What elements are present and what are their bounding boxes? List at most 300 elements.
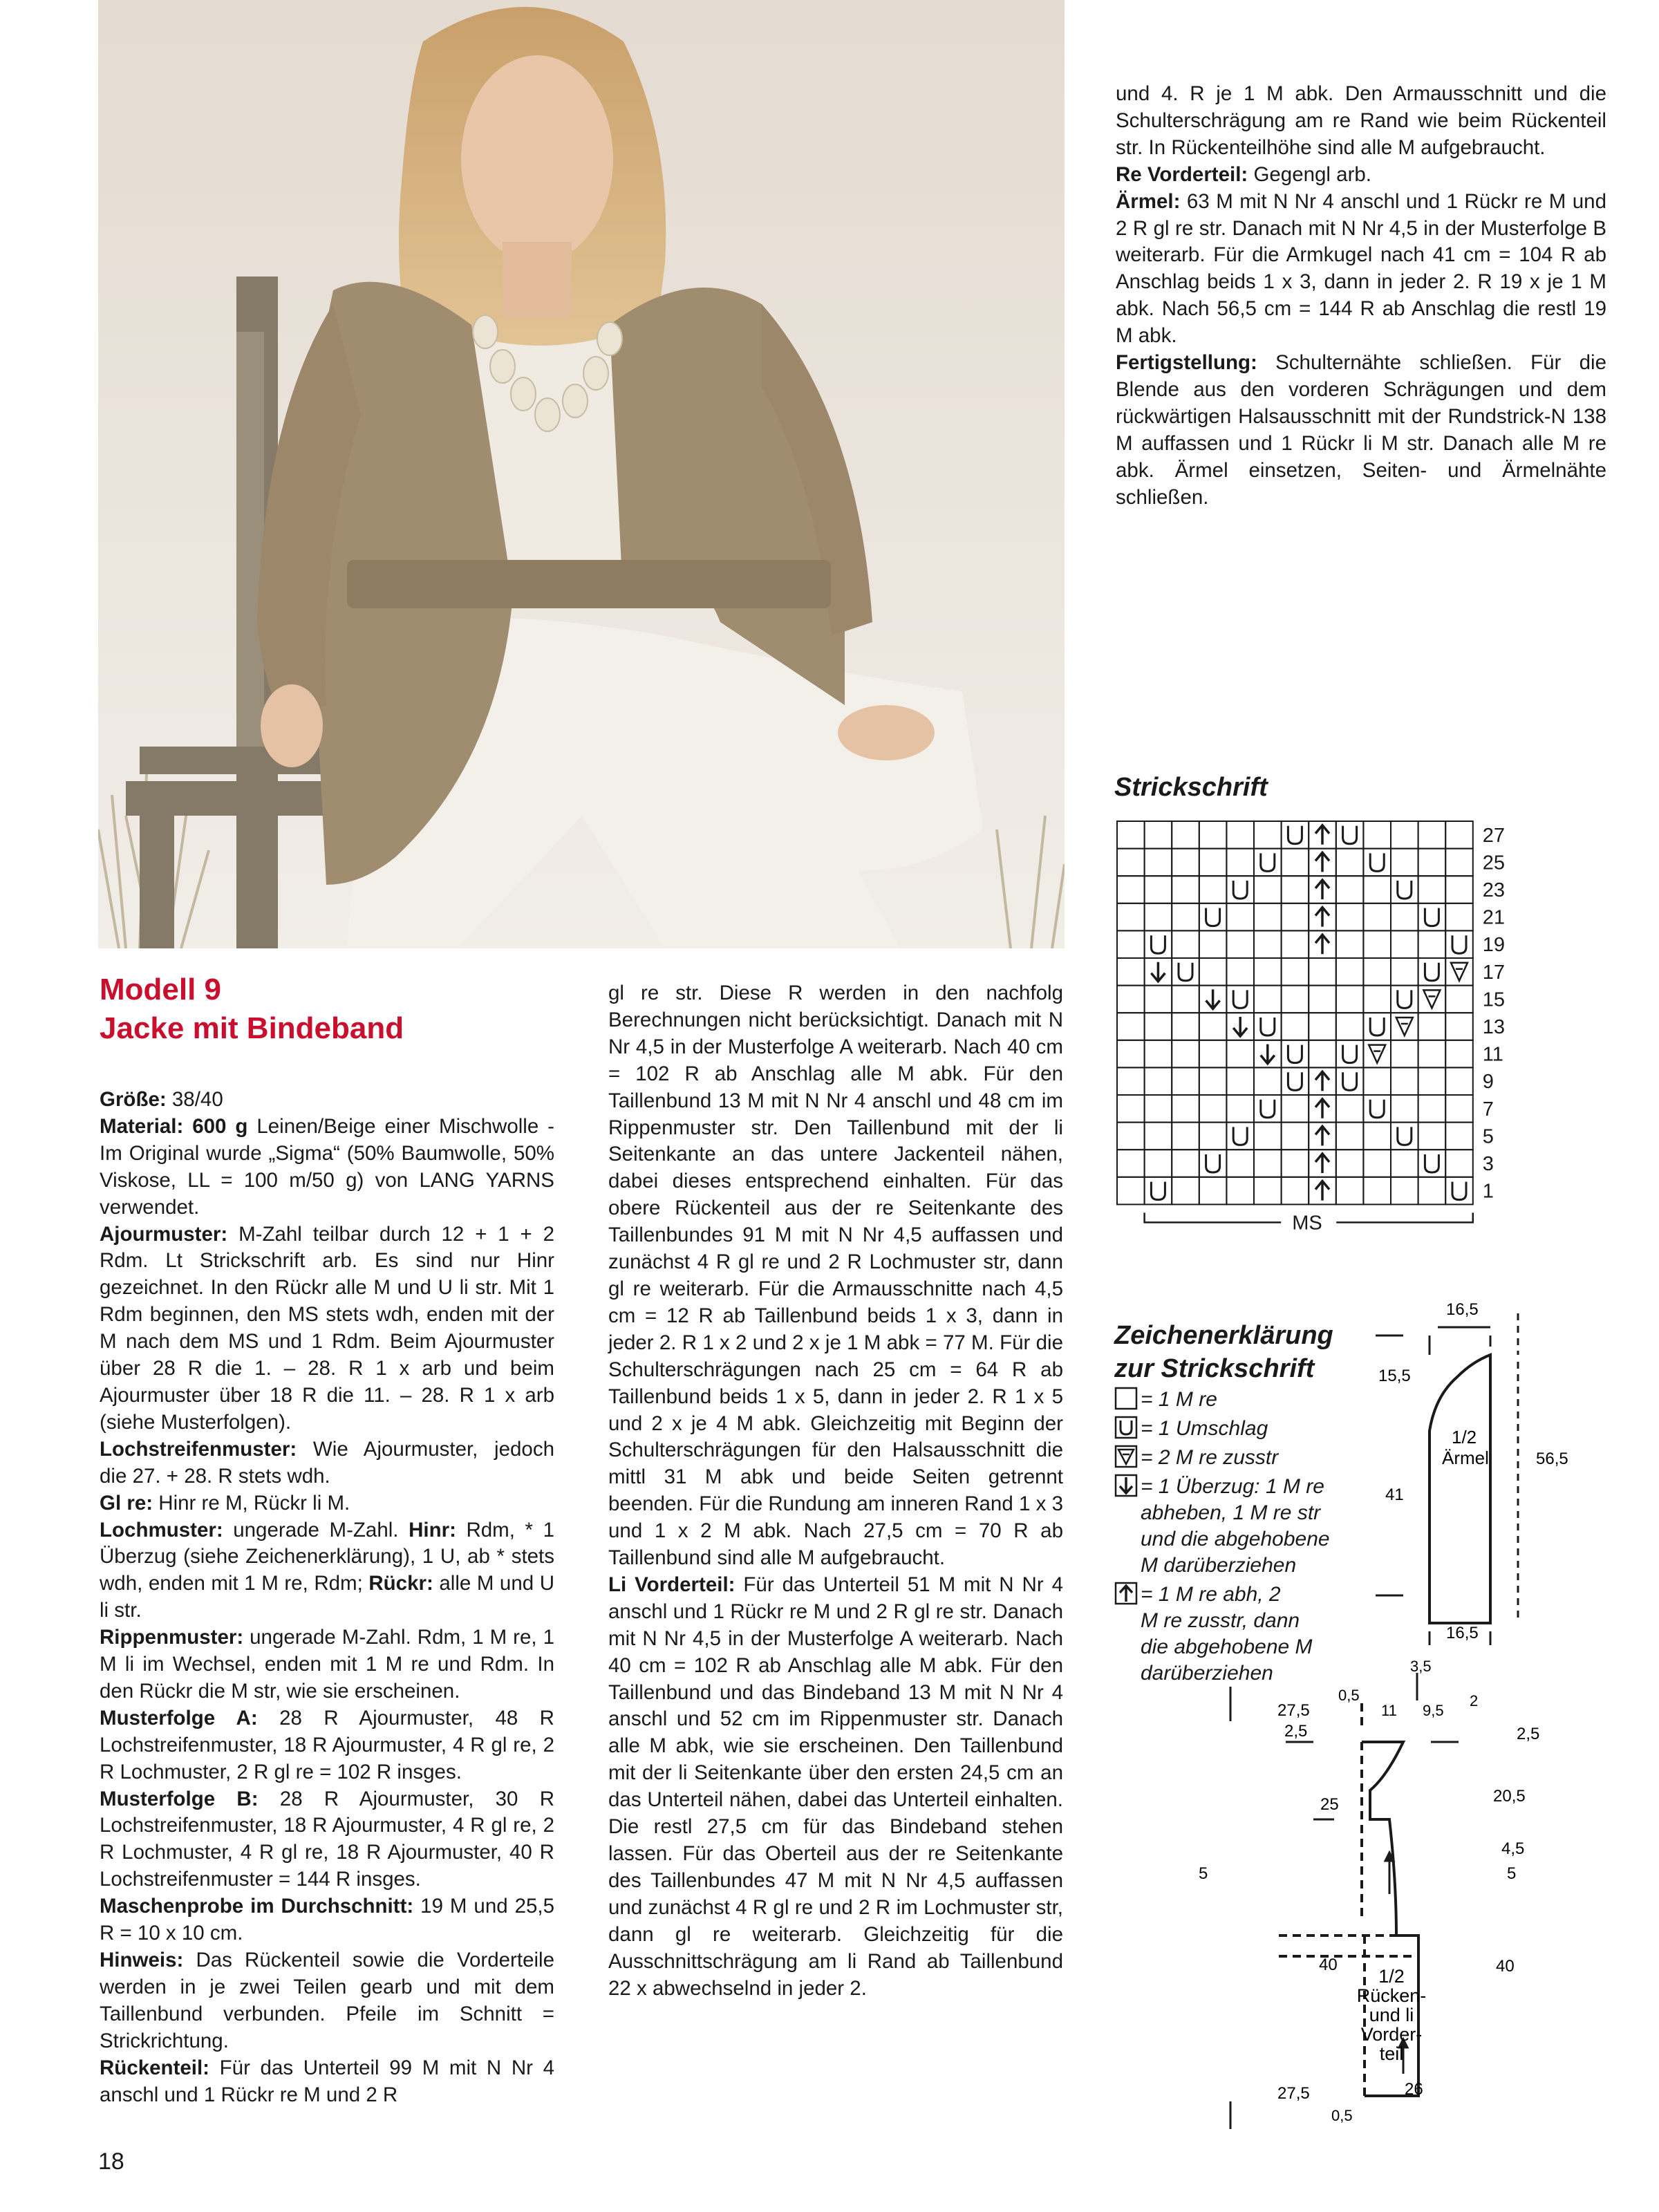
legend-line (1114, 1474, 1405, 1500)
chart-cell (1309, 986, 1336, 1013)
yarn-over-icon (1288, 1045, 1302, 1063)
chart-cell (1226, 1150, 1254, 1177)
body-label-left-25a: 2,5 (1284, 1722, 1308, 1741)
paragraph (608, 1572, 1063, 2003)
body-label-left-25: 25 (1320, 1795, 1339, 1814)
text-run: und 4. R je 1 M abk. Den Armausschnitt und die Schulterschrägung am re Rand wie beim Rückenteil str. In Rückenteilhöhe sind alle M aufgebraucht. (1116, 82, 1606, 159)
chart-cell (1445, 1013, 1473, 1040)
chart-cell (1199, 958, 1227, 986)
chart-cell (1363, 986, 1391, 1013)
model-title (100, 971, 404, 1048)
bold-term: Ajourmuster: (100, 1222, 228, 1246)
legend-items (1114, 1387, 1405, 1687)
legend-line (1114, 1582, 1405, 1608)
yarn-over-icon (1261, 1018, 1275, 1035)
yarn-over-icon (1151, 1182, 1165, 1200)
yarn-over-icon (1206, 1154, 1220, 1172)
chart-cell (1254, 1177, 1282, 1205)
chart-cell (1363, 1067, 1391, 1095)
chart-cell (1418, 876, 1446, 903)
chart-cell (1336, 876, 1364, 903)
sleeve-label-cap: 15,5 (1378, 1367, 1411, 1385)
bold-term: Fertigstellung: (1116, 351, 1257, 375)
chart-cell (1145, 986, 1172, 1013)
text-run: Hinr re M, Rückr li M. (153, 1491, 350, 1515)
legend-line (1114, 1608, 1405, 1634)
yarn-over-icon (1425, 963, 1438, 981)
chart-cell (1336, 849, 1364, 877)
skpo-icon (1151, 962, 1165, 982)
chart-cell (1363, 1123, 1391, 1150)
chart-cell (1391, 958, 1418, 986)
chart-cell (1363, 821, 1391, 849)
chart-cell (1282, 930, 1309, 958)
model-title-line2: Jacke mit Bindeband (100, 1011, 404, 1045)
chart-row-number: 25 (1482, 852, 1506, 874)
chart-row-number: 5 (1482, 1125, 1494, 1148)
chart-cell (1445, 849, 1473, 877)
knit-square-icon (1114, 1387, 1138, 1410)
chart-cell (1336, 1095, 1364, 1123)
chart-row-number: 1 (1482, 1180, 1494, 1203)
sleeve-label-left: 41 (1385, 1485, 1404, 1504)
chart-cell (1391, 821, 1418, 849)
body-label-right-40: 40 (1496, 1957, 1515, 1976)
body-piece-label-line: 1/2 (1378, 1966, 1405, 1987)
chart-cell (1445, 1123, 1473, 1150)
body-piece-label-line: teil (1379, 2043, 1404, 2064)
chart-cell (1226, 1177, 1254, 1205)
bold-term: Lochmuster: (100, 1518, 223, 1541)
paragraph (100, 1705, 554, 1786)
yarn-over-icon (1151, 935, 1165, 953)
chart-row-number: 17 (1482, 961, 1506, 984)
legend-text: = 1 Überzug: 1 M re (1141, 1475, 1324, 1498)
bold-term: Re Vorderteil: (1116, 162, 1248, 186)
yarn-over-icon (1398, 1127, 1412, 1145)
body-label-top-c: 11 (1381, 1702, 1397, 1719)
yarn-over-icon (1343, 1072, 1357, 1090)
legend-text: abheben, 1 M re str (1141, 1501, 1321, 1524)
chart-cell (1199, 1040, 1227, 1068)
chart-cell (1226, 821, 1254, 849)
symbol-legend (1114, 1319, 1405, 1687)
yarn-over-icon (1452, 935, 1466, 953)
double-decrease-icon (1315, 1154, 1329, 1173)
body-piece-label-line: Vorder- (1360, 2024, 1423, 2045)
chart-cell (1336, 958, 1364, 986)
page-number: 18 (98, 2148, 124, 2175)
bold-term: Rückr: (368, 1572, 433, 1595)
knitting-chart (1109, 816, 1524, 1244)
bold-term: Größe: (100, 1088, 167, 1111)
chart-cell (1336, 903, 1364, 931)
chart-cell (1445, 1067, 1473, 1095)
chart-cell (1418, 1040, 1446, 1068)
chart-cell (1254, 903, 1282, 931)
text-run: 28 R Ajourmuster, 30 R Lochstreifenmuster, 18 R Ajourmuster, 4 R gl re, 2 R Lochmuster, 4 R gl re, 18 R Ajourmuster, 40 R Lochstreifenmuster = 144 R insges. (100, 1787, 555, 1891)
skpo-icon (1206, 989, 1220, 1009)
text-run: Für das Unterteil 99 M mit N Nr 4 anschl und 1 Rückr re M und 2 R (100, 2056, 554, 2106)
chart-cell (1145, 1067, 1172, 1095)
body-piece-label (1357, 1966, 1427, 2064)
legend-text: = 1 M re (1141, 1388, 1217, 1411)
chart-cell (1117, 849, 1145, 877)
body-label-right-5: 5 (1507, 1864, 1517, 1883)
k2tog-icon (1396, 1018, 1413, 1035)
chart-cell (1445, 1040, 1473, 1068)
legend-line (1114, 1387, 1405, 1413)
yarn-over-icon (1370, 1018, 1384, 1035)
chart-cell (1309, 1040, 1336, 1068)
chart-cell (1363, 1177, 1391, 1205)
chart-cell (1391, 1067, 1418, 1095)
chart-cell (1226, 1067, 1254, 1095)
yarn-over-icon (1288, 826, 1302, 844)
chart-cell (1254, 930, 1282, 958)
chart-cell (1172, 1150, 1199, 1177)
sleeve-label-right: 56,5 (1536, 1450, 1568, 1468)
double-decrease-icon (1315, 880, 1329, 899)
body-piece-label-line: Rücken- (1356, 1985, 1427, 2006)
bold-term: Gl re: (100, 1491, 153, 1515)
chart-cell (1254, 1123, 1282, 1150)
chart-row-number: 7 (1482, 1098, 1494, 1121)
yarn-over-icon (1261, 853, 1275, 871)
yarn-over-icon (1233, 990, 1247, 1008)
sleeve-label-top: 16,5 (1446, 1300, 1479, 1319)
paragraph (100, 2055, 554, 2109)
chart-cell (1418, 849, 1446, 877)
chart-cell (1117, 1040, 1145, 1068)
chart-cell (1145, 1013, 1172, 1040)
legend-text: und die abgehobene (1141, 1528, 1330, 1550)
chart-cell (1145, 849, 1172, 877)
instruction-column-left (100, 1087, 554, 2108)
chart-cell (1445, 986, 1473, 1013)
text-run: 28 R Ajourmuster, 48 R Lochstreifenmuster, 18 R Ajourmuster, 4 R gl re, 2 R Lochmuster, 2 R gl re = 102 R insges. (100, 1706, 554, 1783)
bold-term: Rückenteil: (100, 2056, 210, 2079)
legend-text: = 2 M re zusstr (1141, 1446, 1279, 1469)
chart-cell (1445, 1095, 1473, 1123)
double-decrease-icon (1315, 852, 1329, 872)
legend-text: die abgehobene M (1141, 1635, 1313, 1658)
chart-cell (1172, 1067, 1199, 1095)
double-decrease-icon (1315, 1071, 1329, 1091)
chart-cell (1418, 1095, 1446, 1123)
skpo-icon (1233, 1017, 1247, 1036)
chart-cell (1391, 903, 1418, 931)
sleeve-piece-line1: 1/2 (1452, 1427, 1477, 1447)
chart-cell (1226, 849, 1254, 877)
text-run: gl re str. Diese R werden in den nachfolg Berechnungen nicht berücksichtigt. Danach mit N Nr 4,5 in der Musterfolge A weiterarb. Nach 40 cm = 102 R ab Anschlag alle M abk. Für den Taillenbund 13 M mit N Nr 4 anschl und 48 cm im Rippenmuster str. Den Taillenbund mit der li Seitenkante an das untere Jackenteil nähen, dabei dieses entsprechend einhalten. Für das obere Rückenteil aus der re Seitenkante des Taillenbundes 91 M mit N Nr 4,5 auffassen und zunächst 4 R gl re und 2 R Lochmuster str, dann gl re weiterarb. Für die Armausschnitte nach 4,5 cm = 12 R ab Taillenbund beids 1 x 3, dann in jeder 2. R 1 x 2 und 2 x je 1 M abk = 77 M. Für die Schulterschrägungen nach 25 cm = 64 R ab Taillenbund beids 1 x 5, dann in jeder 2. R 1 x 5 und 2 x je 4 M abk. Gleichzeitig mit Beginn der Schulterschrägungen für den Halsausschnitt die mittl 31 M abk und beide Seiten getrennt beenden. Für die Rundung am inneren Rand 1 x 3 und 1 x 2 M abk. Nach 27,5 cm = 70 R ab Taillenbund sind alle M aufgebraucht. (608, 982, 1063, 1570)
chart-cell (1336, 930, 1364, 958)
chart-cell (1445, 876, 1473, 903)
double-decrease-icon (1315, 935, 1329, 954)
text-run: Wie Ajourmuster, jedoch die 27. + 28. R stets wdh. (100, 1437, 554, 1488)
chart-cell (1391, 1177, 1418, 1205)
chart-cell (1117, 1013, 1145, 1040)
legend-heading (1114, 1319, 1405, 1385)
chart-cell (1172, 1040, 1199, 1068)
chart-cell (1117, 1067, 1145, 1095)
bold-term: Rippenmuster: (100, 1626, 244, 1649)
chart-cell (1309, 958, 1336, 986)
chart-cell (1226, 903, 1254, 931)
legend-item (1114, 1416, 1405, 1442)
chart-row-number: 13 (1482, 1016, 1506, 1038)
text-run: ungerade M-Zahl. Rdm, 1 M re, 1 M li im Wechsel, enden mit 1 M re und Rdm. In den Rückr die M str, wie sie erscheinen. (100, 1626, 554, 1703)
yarn-over-icon (1288, 1072, 1302, 1090)
text-run: Gegengl arb. (1248, 162, 1372, 186)
text-run: Leinen/Beige einer Mischwolle - Im Original wurde „Sigma“ (50% Baumwolle, 50% Viskose, LL = 100 m/50 g) von LANG YARNS verwendet. (100, 1114, 554, 1219)
double-decrease-icon (1315, 825, 1329, 845)
chart-cell (1199, 1067, 1227, 1095)
body-label-bottom-left: 27,5 (1277, 2084, 1310, 2103)
chart-cell (1418, 1067, 1446, 1095)
chart-cell (1145, 1040, 1172, 1068)
chart-cell (1418, 1013, 1446, 1040)
chart-cell (1172, 1095, 1199, 1123)
legend-line (1114, 1526, 1405, 1553)
chart-cell (1145, 903, 1172, 931)
body-label-top-b: 3,5 (1410, 1659, 1432, 1675)
chart-cell (1199, 1177, 1227, 1205)
bold-term: Hinr: (409, 1518, 456, 1541)
legend-item (1114, 1474, 1405, 1579)
yarn-over-icon (1233, 1127, 1247, 1145)
legend-line (1114, 1553, 1405, 1579)
chart-row-number: 27 (1482, 824, 1506, 847)
sleeve-label-bottom: 16,5 (1446, 1624, 1479, 1642)
body-label-right-25: 2,5 (1517, 1725, 1540, 1743)
chart-cell (1117, 1095, 1145, 1123)
instruction-column-middle (608, 980, 1063, 2002)
chart-cell (1363, 1150, 1391, 1177)
chart-cell (1309, 1013, 1336, 1040)
text-run: 63 M mit N Nr 4 anschl und 1 Rückr re M und 2 R gl re str. Danach mit N Nr 4,5 in der Musterfolge B weiterarb. Für die Armkugel nach 41 cm = 104 R ab Anschlag beids 1 x 3, dann in jeder 2. R 19 x je 1 M abk. Nach 56,5 cm = 144 R ab Anschlag die restl 19 M abk. (1116, 189, 1606, 348)
paragraph (1116, 162, 1606, 189)
bold-term: Maschenprobe im Durchschnitt: (100, 1895, 414, 1918)
k2tog-icon (1369, 1045, 1385, 1063)
text-run: Rdm, * 1 Überzug (siehe Zeichenerklärung), 1 U, ab * stets wdh, enden mit 1 M re, Rdm; (100, 1518, 554, 1595)
chart-cell (1199, 849, 1227, 877)
chart-cell (1282, 1177, 1309, 1205)
paragraph (100, 1436, 554, 1490)
body-label-top-a: 0,5 (1338, 1687, 1360, 1704)
chart-cell (1391, 1150, 1418, 1177)
chart-cell (1117, 903, 1145, 931)
text-run: Schulternähte schließen. Für die Blende aus den vorderen Schrägungen und dem rückwärtigen Halsausschnitt mit der Rundstrick-N 138 M auffassen und 1 Rückr li M str. Danach alle M re abk. Ärmel einsetzen, Seiten- und Ärmelnähte schließen. (1116, 351, 1606, 509)
legend-heading-line1: Zeichenerklärung (1114, 1321, 1333, 1350)
yarn-over-icon (1370, 853, 1384, 871)
body-label-bottom-26: 26 (1405, 2080, 1423, 2099)
bold-term: Material: 600 g (100, 1114, 248, 1138)
k2tog-icon (1451, 963, 1468, 981)
chart-cell (1172, 1013, 1199, 1040)
chart-cell (1117, 1177, 1145, 1205)
chart-cell (1117, 986, 1145, 1013)
legend-item (1114, 1387, 1405, 1413)
chart-row-number: 3 (1482, 1153, 1494, 1175)
paragraph (100, 1087, 554, 1114)
yarn-over-icon (1233, 881, 1247, 899)
body-schematic (1175, 1659, 1562, 2129)
chart-cell (1226, 930, 1254, 958)
bold-term: Musterfolge A: (100, 1706, 258, 1730)
legend-line (1114, 1416, 1405, 1442)
chart-cell (1145, 1150, 1172, 1177)
paragraph (100, 1893, 554, 1947)
repeat-label: MS (1292, 1212, 1322, 1235)
paragraph (1116, 81, 1606, 162)
text-run: 19 M und 25,5 R = 10 x 10 cm. (100, 1895, 554, 1945)
model-photo (98, 0, 1065, 948)
chart-cell (1336, 1150, 1364, 1177)
chart-row-number: 15 (1482, 988, 1506, 1011)
yarn-over-icon (1343, 826, 1357, 844)
paragraph (100, 1490, 554, 1517)
paragraph (100, 1114, 554, 1221)
paragraph (1116, 189, 1606, 350)
yarn-over-icon (1206, 908, 1220, 926)
text-run: alle M und U li str. (100, 1572, 554, 1622)
chart-cell (1282, 876, 1309, 903)
yarn-over-icon (1398, 881, 1412, 899)
yarn-over-icon (1452, 1182, 1466, 1200)
chart-cell (1226, 1095, 1254, 1123)
text-run: 38/40 (166, 1088, 223, 1111)
chart-cell (1418, 821, 1446, 849)
chart-cell (1418, 1177, 1446, 1205)
chart-cell (1254, 958, 1282, 986)
k2tog-icon (1114, 1445, 1138, 1468)
double-decrease-icon (1315, 1181, 1329, 1201)
paragraph (100, 1517, 554, 1625)
text-run: Für das Unterteil 51 M mit N Nr 4 anschl und 1 Rückr re M und 2 R gl re str. Danach mit N Nr 4,5 in der Musterfolge A weiterarb. Nach 40 cm = 102 R ab Anschlag alle M abk. Für den Taillenbund und das Bindeband 13 M mit N Nr 4 anschl und 52 cm im Rippenmuster str. Danach alle M abk, wie sie erscheinen. Den Taillenbund mit der li Seitenkante über den ersten 24,5 cm an das Unterteil nähen, dabei das Unterteil einhalten. Die restl 27,5 cm für das Bindeband stehen lassen. Für das Oberteil aus der re Seitenkante des Taillenbundes 47 M mit N Nr 4,5 auffassen und zunächst 4 R gl re und 2 R im Lochmuster str, dann gl re weiterarb. Gleichzeitig für die Ausschnittschrägung am li Rand ab Taillenbund 22 x abwechselnd in jeder 2. (608, 1573, 1063, 2000)
chart-cell (1282, 1013, 1309, 1040)
chart-cell (1172, 821, 1199, 849)
chart-cell (1172, 903, 1199, 931)
legend-text: = 1 M re abh, 2 (1141, 1583, 1281, 1606)
text-run: M-Zahl teilbar durch 12 + 1 + 2 Rdm. Lt Strickschrift arb. Es sind nur Hinr gezeichnet. In den Rückr alle M und U li str. Mit 1 Rdm beginnen, den MS stets wdh, enden mit der M nach dem MS und 1 Rdm. Beim Ajourmuster über 28 R die 1. – 28. R 1 x arb und beim Ajourmuster über 18 R die 11. – 28. R 1 x arb (siehe Musterfolgen). (100, 1222, 554, 1434)
chart-cell (1391, 930, 1418, 958)
chart-cell (1172, 1123, 1199, 1150)
chart-cell (1336, 986, 1364, 1013)
paragraph (100, 1947, 554, 2055)
chart-cell (1199, 876, 1227, 903)
yarn-over-icon (1398, 990, 1412, 1008)
sleeve-schematic (1369, 1286, 1590, 1673)
chart-cell (1418, 1123, 1446, 1150)
bold-term: Hinweis: (100, 1949, 184, 1971)
legend-heading-line2: zur Strickschrift (1114, 1354, 1315, 1383)
chart-cell (1282, 958, 1309, 986)
paragraph (608, 980, 1063, 1572)
chart-cell (1199, 821, 1227, 849)
double-decrease-icon (1315, 1126, 1329, 1145)
yarn-over-icon (1370, 1100, 1384, 1118)
chart-heading: Strickschrift (1114, 773, 1268, 802)
chart-cell (1145, 1095, 1172, 1123)
body-label-right-205: 20,5 (1493, 1787, 1526, 1806)
chart-cell (1391, 1095, 1418, 1123)
chart-cell (1363, 876, 1391, 903)
bold-term: Li Vorderteil: (608, 1573, 735, 1596)
yarn-over-icon (1425, 1154, 1438, 1172)
chart-cell (1117, 1123, 1145, 1150)
chart-cell (1254, 986, 1282, 1013)
chart-cell (1226, 958, 1254, 986)
double-decrease-icon (1315, 908, 1329, 927)
paragraph (1116, 350, 1606, 511)
paragraph (100, 1786, 554, 1894)
bold-term: Ärmel: (1116, 189, 1181, 213)
chart-cell (1391, 849, 1418, 877)
chart-cell (1145, 876, 1172, 903)
chart-cell (1145, 821, 1172, 849)
chart-cell (1254, 1067, 1282, 1095)
legend-item (1114, 1445, 1405, 1471)
chart-row-number: 19 (1482, 934, 1506, 957)
chart-cell (1336, 1177, 1364, 1205)
body-label-bottom-05: 0,5 (1331, 2107, 1353, 2124)
chart-cell (1363, 903, 1391, 931)
chart-cell (1172, 876, 1199, 903)
legend-line (1114, 1500, 1405, 1526)
legend-text: = 1 Umschlag (1141, 1417, 1268, 1440)
body-label-band-5: 5 (1199, 1864, 1208, 1883)
chart-cell (1282, 849, 1309, 877)
chart-cell (1117, 876, 1145, 903)
double-decrease-icon (1114, 1582, 1138, 1605)
chart-cell (1445, 821, 1473, 849)
chart-cell (1226, 1040, 1254, 1068)
chart-row-number: 11 (1482, 1043, 1503, 1066)
legend-line (1114, 1634, 1405, 1660)
chart-cell (1117, 821, 1145, 849)
chart-cell (1145, 1123, 1172, 1150)
chart-cell (1282, 1150, 1309, 1177)
yarn-over-icon (1114, 1416, 1138, 1439)
chart-cell (1199, 1013, 1227, 1040)
chart-cell (1445, 903, 1473, 931)
body-label-top-left: 27,5 (1277, 1701, 1310, 1720)
body-label-right-45: 4,5 (1501, 1839, 1525, 1858)
double-decrease-icon (1315, 1099, 1329, 1118)
yarn-over-icon (1343, 1045, 1357, 1063)
chart-cell (1117, 958, 1145, 986)
body-label-left-40: 40 (1319, 1956, 1338, 1974)
chart-cell (1117, 1150, 1145, 1177)
chart-cell (1254, 876, 1282, 903)
chart-row-number: 23 (1482, 879, 1506, 901)
skpo-icon (1261, 1044, 1275, 1064)
chart-row-number: 9 (1482, 1071, 1494, 1094)
yarn-over-icon (1425, 908, 1438, 926)
body-piece-label-line: und li (1369, 2005, 1414, 2025)
chart-cell (1172, 849, 1199, 877)
skpo-icon (1114, 1474, 1138, 1497)
sleeve-piece-line2: Ärmel (1442, 1447, 1489, 1468)
chart-cell (1172, 930, 1199, 958)
bold-term: Musterfolge B: (100, 1787, 259, 1810)
model-title-line1: Modell 9 (100, 973, 222, 1006)
paragraph (100, 1221, 554, 1436)
instruction-column-top (1116, 81, 1606, 512)
chart-cell (1363, 930, 1391, 958)
chart-cell (1117, 930, 1145, 958)
